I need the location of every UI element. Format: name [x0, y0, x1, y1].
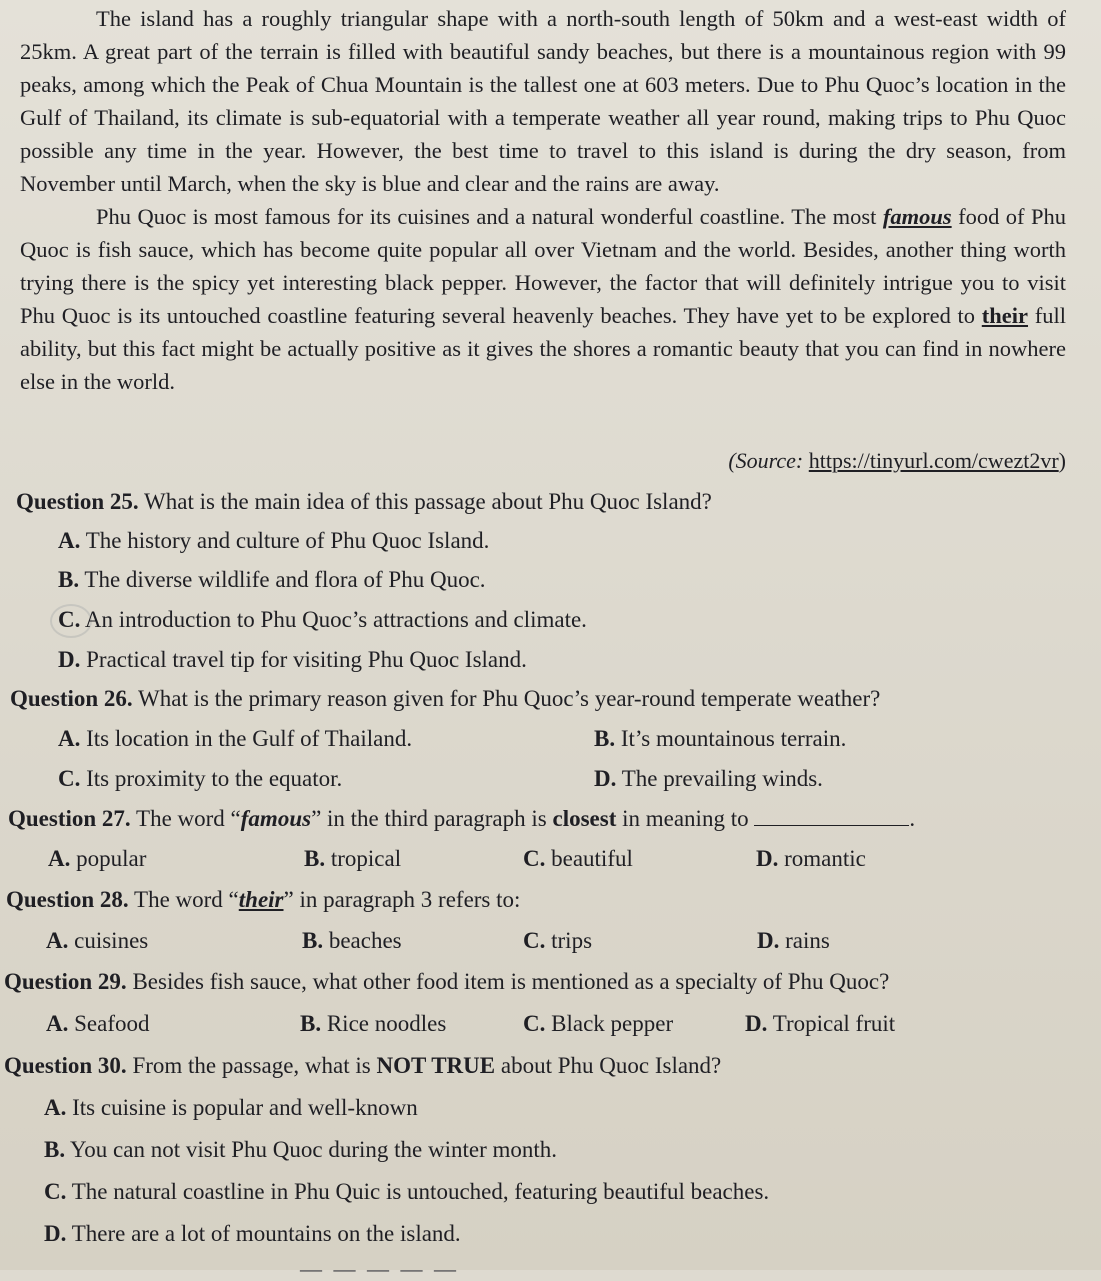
q25-option-b[interactable]: B. The diverse wildlife and flora of Phu Quoc.: [58, 567, 486, 592]
q26-option-d[interactable]: D. The prevailing winds.: [594, 766, 823, 791]
passage-paragraph-2: [20, 200, 1066, 398]
source-label: (Source:: [728, 448, 809, 473]
q27-option-d[interactable]: D. romantic: [756, 846, 866, 871]
q29-option-c[interactable]: C. Black pepper: [523, 1011, 674, 1036]
q26-option-b[interactable]: B. It’s mountainous terrain.: [594, 726, 847, 751]
answer-blank[interactable]: [754, 807, 909, 826]
q30-option-c[interactable]: C. The natural coastline in Phu Quic is untouched, featuring beautiful beaches.: [44, 1179, 770, 1204]
para2-part-a: Phu Quoc is most famous for its cuisines and a natural wonderful coastline. The most: [96, 204, 883, 229]
q27-target-word: famous: [240, 806, 312, 831]
question-28-stem: Question 28. The word “their” in paragraph 3 refers to:: [6, 887, 521, 912]
q30-option-d[interactable]: D. There are a lot of mountains on the island.: [44, 1221, 461, 1246]
q29-option-d[interactable]: D. Tropical fruit: [745, 1011, 896, 1036]
question-30-stem: Question 30. From the passage, what is NOT TRUE about Phu Quoc Island?: [4, 1053, 722, 1078]
q28-option-a[interactable]: A. cuisines: [46, 928, 149, 953]
question-29-stem: Question 29. Besides fish sauce, what other food item is mentioned as a specialty of Phu Quoc?: [4, 969, 890, 994]
reading-passage: [20, 2, 1066, 398]
q25-option-a[interactable]: A. The history and culture of Phu Quoc Island.: [58, 528, 490, 553]
q27-option-a[interactable]: A. popular: [48, 846, 147, 871]
para2-part-b: food of Phu Quoc is fish sauce, which has become quite popular all over Vietnam and the world. Besides, another thing worth trying there is the spicy yet interesting black pepper. However, the factor that will definitely intrigue you to visit Phu Quoc is its untouched coastline featuring several heavenly beaches. They have yet to be explored to: [20, 204, 1066, 328]
q30-option-b[interactable]: B. You can not visit Phu Quoc during the winter month.: [44, 1137, 558, 1162]
question-25-stem: Question 25. What is the main idea of this passage about Phu Quoc Island?: [16, 489, 712, 514]
source-citation: [600, 448, 1066, 474]
word-famous: famous: [882, 204, 952, 229]
q27-option-b[interactable]: B. tropical: [304, 846, 402, 871]
q28-option-c[interactable]: C. trips: [523, 928, 593, 953]
q26-option-a[interactable]: A. Its location in the Gulf of Thailand.: [58, 726, 413, 751]
q25-option-c[interactable]: C. An introduction to Phu Quoc’s attractions and climate.: [58, 607, 587, 632]
q25-option-d[interactable]: D. Practical travel tip for visiting Phu Quoc Island.: [58, 647, 527, 672]
q30-option-a[interactable]: A. Its cuisine is popular and well-known: [44, 1095, 418, 1120]
q28-option-d[interactable]: D. rains: [757, 928, 830, 953]
cropped-next-line: — — — — —: [300, 1256, 459, 1281]
source-link[interactable]: https://tinyurl.com/cwezt2vr: [808, 448, 1059, 473]
q28-target-word: their: [238, 887, 284, 912]
q28-option-b[interactable]: B. beaches: [302, 928, 402, 953]
question-27-stem: Question 27. The word “famous” in the third paragraph is closest in meaning to .: [8, 806, 916, 831]
q29-option-a[interactable]: A. Seafood: [46, 1011, 150, 1036]
source-close: ): [1058, 448, 1066, 473]
word-their: their: [981, 303, 1029, 328]
question-26-stem: Question 26. What is the primary reason given for Phu Quoc’s year-round temperate weather?: [10, 686, 881, 711]
para2-part-c: full ability, but this fact might be actually positive as it gives the shores a romantic beauty that you can find in nowhere else in the world.: [20, 303, 1066, 394]
q26-option-c[interactable]: C. Its proximity to the equator.: [58, 766, 343, 791]
passage-paragraph-1: The island has a roughly triangular shape with a north-south length of 50km and a west-east width of 25km. A great part of the terrain is filled with beautiful sandy beaches, but there is a mountainous region with 99 peaks, among which the Peak of Chua Mountain is the tallest one at 603 meters. Due to Phu Quoc’s location in the Gulf of Thailand, its climate is sub-equatorial with a temperate weather all year round, making trips to Phu Quoc possible any time in the year. However, the best time to travel to this island is during the dry season, from November until March, when the sky is blue and clear and the rains are away.: [20, 6, 1066, 196]
q29-option-b[interactable]: B. Rice noodles: [300, 1011, 447, 1036]
q27-option-c[interactable]: C. beautiful: [523, 846, 633, 871]
